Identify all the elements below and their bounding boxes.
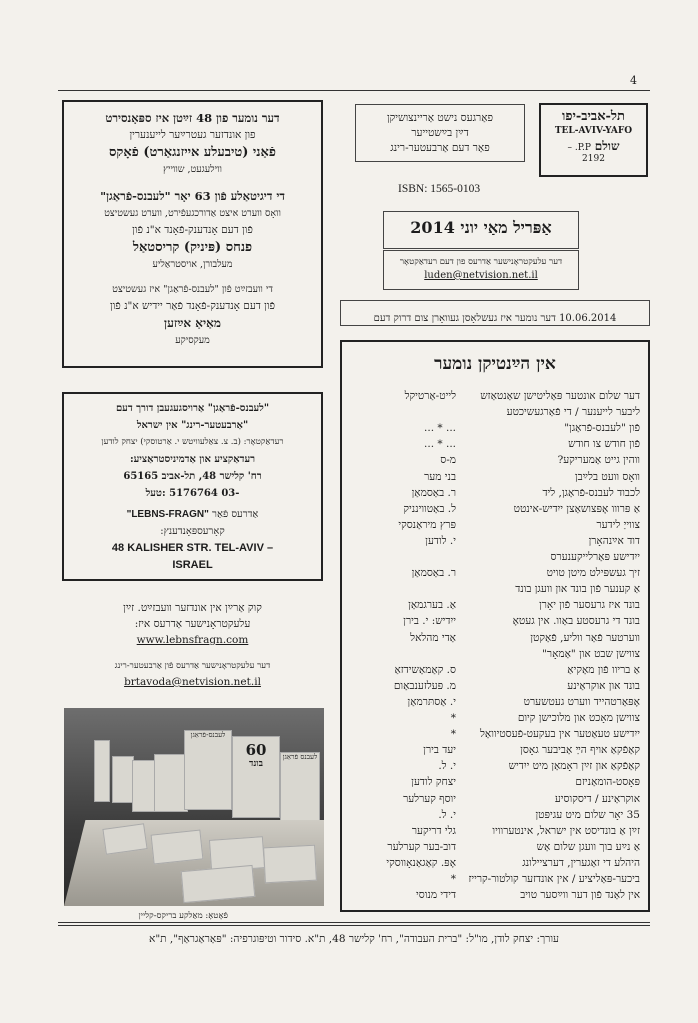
toc-article-title: זײַן אַ בונדיסט אין ישראל, אינטערוויו bbox=[492, 824, 640, 837]
photo-paper bbox=[112, 756, 134, 803]
toc-row bbox=[350, 776, 640, 794]
web-email[interactable]: brtavoda@netvision.net.il bbox=[124, 676, 261, 688]
toc-article-title: אין לאַנד פֿון דער ווײַסער טויב bbox=[520, 889, 640, 902]
web-line-3: דער עלעקטראָנישער אַדרעס פֿון אַרבעטער-רינג bbox=[114, 661, 271, 671]
publisher-box bbox=[62, 392, 323, 581]
toc-article-title: צווייַ לידער bbox=[596, 518, 640, 531]
web-block bbox=[62, 600, 323, 690]
page-number: 4 bbox=[630, 74, 637, 87]
toc-article-title: אַ בריוו פֿון מאַקיאַ bbox=[567, 663, 640, 676]
sponsor-place-3: מעקסיקע bbox=[175, 335, 210, 346]
photo-paper bbox=[132, 760, 156, 812]
distributor-line3: פאַר דעם אַרבעטער-רינג bbox=[390, 142, 490, 154]
postage-pp: P.P. – bbox=[567, 143, 591, 153]
photo-newspaper bbox=[184, 730, 232, 810]
photo-newspaper-bund bbox=[232, 736, 280, 818]
toc-article-title: קאַפֿקאַ אויף הײַ אַביבער גאָסן bbox=[520, 744, 640, 757]
toc-article-title: בונד און אוקראַינע bbox=[567, 679, 640, 692]
photo-paper bbox=[151, 829, 204, 864]
toc-article-title: ביכער-פּאַליציע / אין אונדזער קולטור-קרייז bbox=[468, 873, 640, 885]
footer-rule-2 bbox=[58, 925, 650, 926]
toc-row bbox=[350, 680, 640, 698]
sponsor-name-2: פנחס (פּיניק) קריסטאַל bbox=[132, 240, 253, 255]
sponsor-name-3: מאַיאַ אײַזען bbox=[164, 316, 221, 330]
publisher-address: רח' קלישר 48, תל-אביב 65165 bbox=[123, 471, 262, 482]
toc-row bbox=[350, 599, 640, 617]
toc-article-title: צווישן מאָכט און מלוכישן קיום bbox=[517, 712, 640, 724]
toc-row bbox=[350, 744, 640, 762]
toc-row bbox=[350, 664, 640, 682]
toc-article-title: ליבער לייענער / די פֿאַרגעשיכטע bbox=[506, 406, 640, 419]
sponsor-place-2: מעלבורן, אויסטראַליע bbox=[152, 259, 233, 270]
toc-row bbox=[350, 857, 640, 875]
publisher-correspondence: קאָרעספּאָנדענץ: bbox=[160, 526, 225, 537]
toc-article-title: דוד אײַנהאָרן bbox=[588, 534, 640, 547]
sponsor-line-6: די וועבזײַט פֿון "לעבנס-פֿראַגן" איז געשטיצט bbox=[112, 284, 273, 295]
toc-row bbox=[350, 454, 640, 472]
publisher-address-for: אַדרעס פֿאַר bbox=[212, 509, 259, 520]
toc-article-author: ר. באַסמאַן bbox=[411, 567, 456, 580]
toc-article-author: ... * ... bbox=[424, 422, 456, 435]
toc-article-author: דוב-בער קערלער bbox=[387, 840, 456, 853]
photo-paper-title-3: לעבנס פֿראַגן bbox=[282, 753, 318, 761]
toc-article-author: דידי מנוסי bbox=[416, 889, 456, 902]
toc-row bbox=[350, 873, 640, 891]
postage-code: 2192 bbox=[582, 154, 605, 164]
isbn: ISBN: 1565-0103 bbox=[398, 183, 481, 195]
toc-article-title: וואָס וועט בלײַבן bbox=[574, 470, 640, 483]
toc-row bbox=[350, 551, 640, 569]
toc-article-title: קאַפֿקאַ און זײַן ראָמאַן מיט ייִדיש bbox=[508, 760, 640, 773]
toc-row bbox=[350, 567, 640, 585]
distributor-line2: דײַן בײַשטייער bbox=[411, 127, 469, 139]
toc-article-title: ייִדישע טעאַטער אין בעקעט-פֿעסטיוואַל bbox=[479, 728, 640, 741]
toc-row bbox=[350, 841, 640, 859]
toc-article-author: יעד בירן bbox=[423, 744, 456, 757]
toc-row bbox=[350, 648, 640, 666]
top-rule bbox=[58, 90, 650, 91]
sponsor-line-3: די דיגיטאַלע פֿון 63 יאָר "לעבנס-פֿראַגן" bbox=[100, 189, 285, 203]
toc-row bbox=[350, 615, 640, 633]
postage-paid-hebrew: שולם bbox=[594, 139, 620, 153]
toc-row bbox=[350, 712, 640, 730]
toc-article-author: ס. קאַמאַשידזאַ bbox=[394, 663, 456, 676]
toc-article-title: אַ נײַע בוך וועגן שלום אַש bbox=[536, 840, 640, 853]
photo-paper bbox=[181, 865, 256, 903]
publisher-line-4: רעדאַקציע און אַדמיניסטראַציע: bbox=[129, 454, 256, 465]
toc-article-title: דער שלום אונטער פּאַליטישן שאַנטאַזש bbox=[480, 390, 640, 402]
web-url[interactable]: www.lebnsfragn.com bbox=[136, 634, 249, 646]
web-line-2: עלעקטראָנישער אַדרעס איז: bbox=[134, 618, 251, 630]
toc-article-title: פֿון "לעבנס-פֿראַגן" bbox=[564, 422, 640, 435]
toc-article-author: י. אַסתּרמאַן bbox=[407, 695, 456, 708]
photo-caption: פֿאָטאָ: מאַלקע בריקס-קליין bbox=[138, 911, 228, 921]
toc-article-title: אַ פּרווו אָפּצושאַצן ייִדיש-אינטט bbox=[513, 502, 640, 515]
sponsor-line-5: פֿון דעם אָנדענק-פֿאָנד א"נ פֿון bbox=[132, 224, 253, 236]
toc-box bbox=[340, 340, 650, 912]
toc-article-title: ווהין גייט אַמעריקע? bbox=[557, 454, 640, 467]
toc-article-title: בונד איז גרעסער פֿון יאָרן bbox=[539, 599, 640, 612]
footer-rule bbox=[58, 922, 650, 923]
toc-article-title: היהלע די זאַגערין, דערציילונג bbox=[522, 856, 640, 869]
toc-article-author: ר. באַסמאַן bbox=[411, 486, 456, 499]
toc-row bbox=[350, 583, 640, 601]
city-hebrew: תל-אביב-יפו bbox=[562, 109, 625, 124]
photo-paper-title-2: בונד bbox=[249, 759, 263, 769]
toc-row bbox=[350, 422, 640, 440]
publisher-phone: -03 5176764 :טעל bbox=[145, 488, 240, 499]
toc-row bbox=[350, 487, 640, 505]
toc-row bbox=[350, 438, 640, 456]
toc-article-title: לכבוד לעבנס-פֿראַגן, ליד bbox=[542, 486, 640, 499]
publisher-editor: רעדאַקטאָר: (ב. צ. צאַלעוויטש י. אַרטוסקי) יצחק לודען bbox=[101, 437, 284, 447]
toc-article-author: יצחק לודען bbox=[411, 776, 456, 789]
publisher-lebns-fragn: "LEBNS-FRAGN" bbox=[126, 509, 209, 520]
toc-article-title: אוקראַינע / דיסקוסיע bbox=[554, 792, 640, 805]
toc-row bbox=[350, 696, 640, 714]
toc-row bbox=[350, 728, 640, 746]
publisher-line-1: "לעבנס-פֿראַגן" אַרויסגעגעבן דורך דעם bbox=[115, 403, 270, 414]
toc-article-title: ייִדישע פּאַרלייקענערס bbox=[550, 551, 640, 563]
toc-article-author: י. ל. bbox=[438, 760, 456, 773]
toc-article-author: אַ. בערגמאַן bbox=[408, 599, 456, 612]
toc-row bbox=[350, 406, 640, 424]
toc-article-author: * bbox=[450, 728, 456, 741]
toc-article-author: * bbox=[450, 873, 456, 885]
toc-article-author: מ. פּעלזענבאַום bbox=[393, 679, 456, 692]
toc-article-author: מ-ס bbox=[440, 454, 456, 467]
toc-article-title: בונד די גרעסטע באַוו. אין געטאָ bbox=[512, 615, 640, 628]
sponsor-place-1: ווילעגעט, שווייץ bbox=[163, 164, 222, 175]
editor-email[interactable]: luden@netvision.net.il bbox=[424, 270, 538, 281]
toc-row bbox=[350, 809, 640, 827]
toc-row bbox=[350, 825, 640, 843]
toc-article-title: 35 יאָר שלום מיט עגיפּטן bbox=[535, 808, 640, 821]
toc-article-author: * bbox=[450, 712, 456, 724]
editor-email-label: דער עלעקטראָנישער אַדרעס פון דעם רעדאַקטאָר bbox=[399, 257, 563, 267]
toc-article-author: י. ל. bbox=[438, 808, 456, 821]
sponsor-line-4: וואָס ווערט איצט אַדורכגעפֿירט, ווערט געשטיצט bbox=[104, 208, 281, 219]
toc-row bbox=[350, 471, 640, 489]
photo-newspaper bbox=[280, 752, 320, 824]
toc-article-title: זיך געשפּילט מיטן טויט bbox=[546, 567, 640, 580]
toc-article-title: צווישן שבט און "אַמאָר" bbox=[542, 647, 640, 660]
toc-article-author: יוסף קערלער bbox=[403, 792, 456, 805]
toc-article-author: ... * ... bbox=[424, 438, 456, 451]
sponsor-line-7: פֿון דעם אָנדענק-פֿאָנד פֿאַר יידיש א"נ פֿון bbox=[109, 300, 276, 312]
toc-row bbox=[350, 793, 640, 811]
toc-article-author: י. לודען bbox=[425, 534, 456, 547]
toc-article-author: פּרץ מיראַנסקי bbox=[398, 518, 456, 531]
city-latin: TEL-AVIV-YAFO bbox=[554, 126, 633, 136]
toc-row bbox=[350, 760, 640, 778]
toc-article-author: ל. באַטווינניק bbox=[403, 502, 456, 515]
toc-article-title: אַ קענער פֿון בונד און וועגן בונד bbox=[515, 583, 640, 596]
toc-article-author: בני מער bbox=[424, 470, 456, 483]
toc-row bbox=[350, 503, 640, 521]
distributor-line1: פאַרגעס נישט אַריינצושיקן bbox=[386, 112, 493, 124]
toc-row bbox=[350, 632, 640, 650]
toc-row bbox=[350, 519, 640, 537]
toc-article-title: פֿון חודש צו חודש bbox=[568, 438, 640, 451]
photo-paper bbox=[94, 740, 110, 802]
toc-row bbox=[350, 535, 640, 553]
sponsor-line-2: פון אונדזער געטרײַער לייענערין bbox=[129, 129, 256, 141]
photo-paper bbox=[263, 845, 317, 884]
sponsor-line-1: דער נומער פון 48 זײַטן איז ספּאָנסירט bbox=[105, 111, 280, 125]
web-line-1: קוק אַרײַן אין אונדזער וועבזײַט. זײַן bbox=[123, 602, 262, 614]
toc-article-author: אָפּ. קאַגאַנאָווסקי bbox=[386, 856, 456, 869]
footer: עורך: יצחק לודן, מו"ל: "ברית העבודה", רח' קלישר 48, ת"א. סידור וטיפּוגרפיה: "פּאַראַגראַף", ת"א bbox=[149, 933, 559, 945]
issue-title-box bbox=[383, 211, 579, 249]
photo-paper-number: 60 bbox=[245, 741, 267, 759]
postage-box bbox=[539, 103, 648, 177]
toc-article-author: גלי דריקער bbox=[411, 824, 456, 837]
print-date-box bbox=[340, 300, 650, 326]
postage-paid bbox=[541, 139, 646, 154]
editor-email-box bbox=[383, 250, 579, 290]
exhibition-photo bbox=[64, 708, 324, 906]
toc-heading: אין הײַנטיקן נומער bbox=[434, 354, 556, 374]
publisher-line-2: "אַרבעטער-רינג" אין ישראל bbox=[136, 420, 249, 431]
publisher-en-address: 48 KALISHER STR. TEL-AVIV – bbox=[111, 542, 274, 554]
toc-article-author: ייִדיש: י. בירן bbox=[403, 615, 456, 628]
publisher-en-country: ISRAEL bbox=[172, 559, 213, 571]
toc-article-author: לייט-אַרטיקל bbox=[404, 390, 456, 402]
issue-title: אַפּריל מאַי יוני 2014 bbox=[410, 218, 552, 237]
toc-row bbox=[350, 889, 640, 907]
photo-paper-title-1: לעבנס-פֿראַגן bbox=[190, 731, 226, 739]
sponsors-box bbox=[62, 100, 323, 368]
toc-article-title: פּאָסט-הומאַניזם bbox=[575, 776, 640, 789]
toc-article-author: אַדי מהלאל bbox=[410, 631, 456, 644]
toc-article-title: אָפּאַרטהייד ווערט געטשערט bbox=[523, 695, 640, 708]
distributor-box bbox=[355, 104, 525, 162]
toc-article-title: ווערטער פֿאַר ווליע, פֿאַקטן bbox=[530, 631, 640, 644]
print-note: 10.06.2014 דער נומער איז געשלאָסן געוואָרן צום דרוק דעם bbox=[373, 313, 617, 324]
publisher-address-label bbox=[64, 506, 321, 523]
photo-paper bbox=[154, 754, 188, 812]
sponsor-name-1: פֿאַני (טיבעלע אייזנגאַרט) פֿאָקס bbox=[109, 145, 276, 160]
toc-row bbox=[350, 390, 640, 408]
